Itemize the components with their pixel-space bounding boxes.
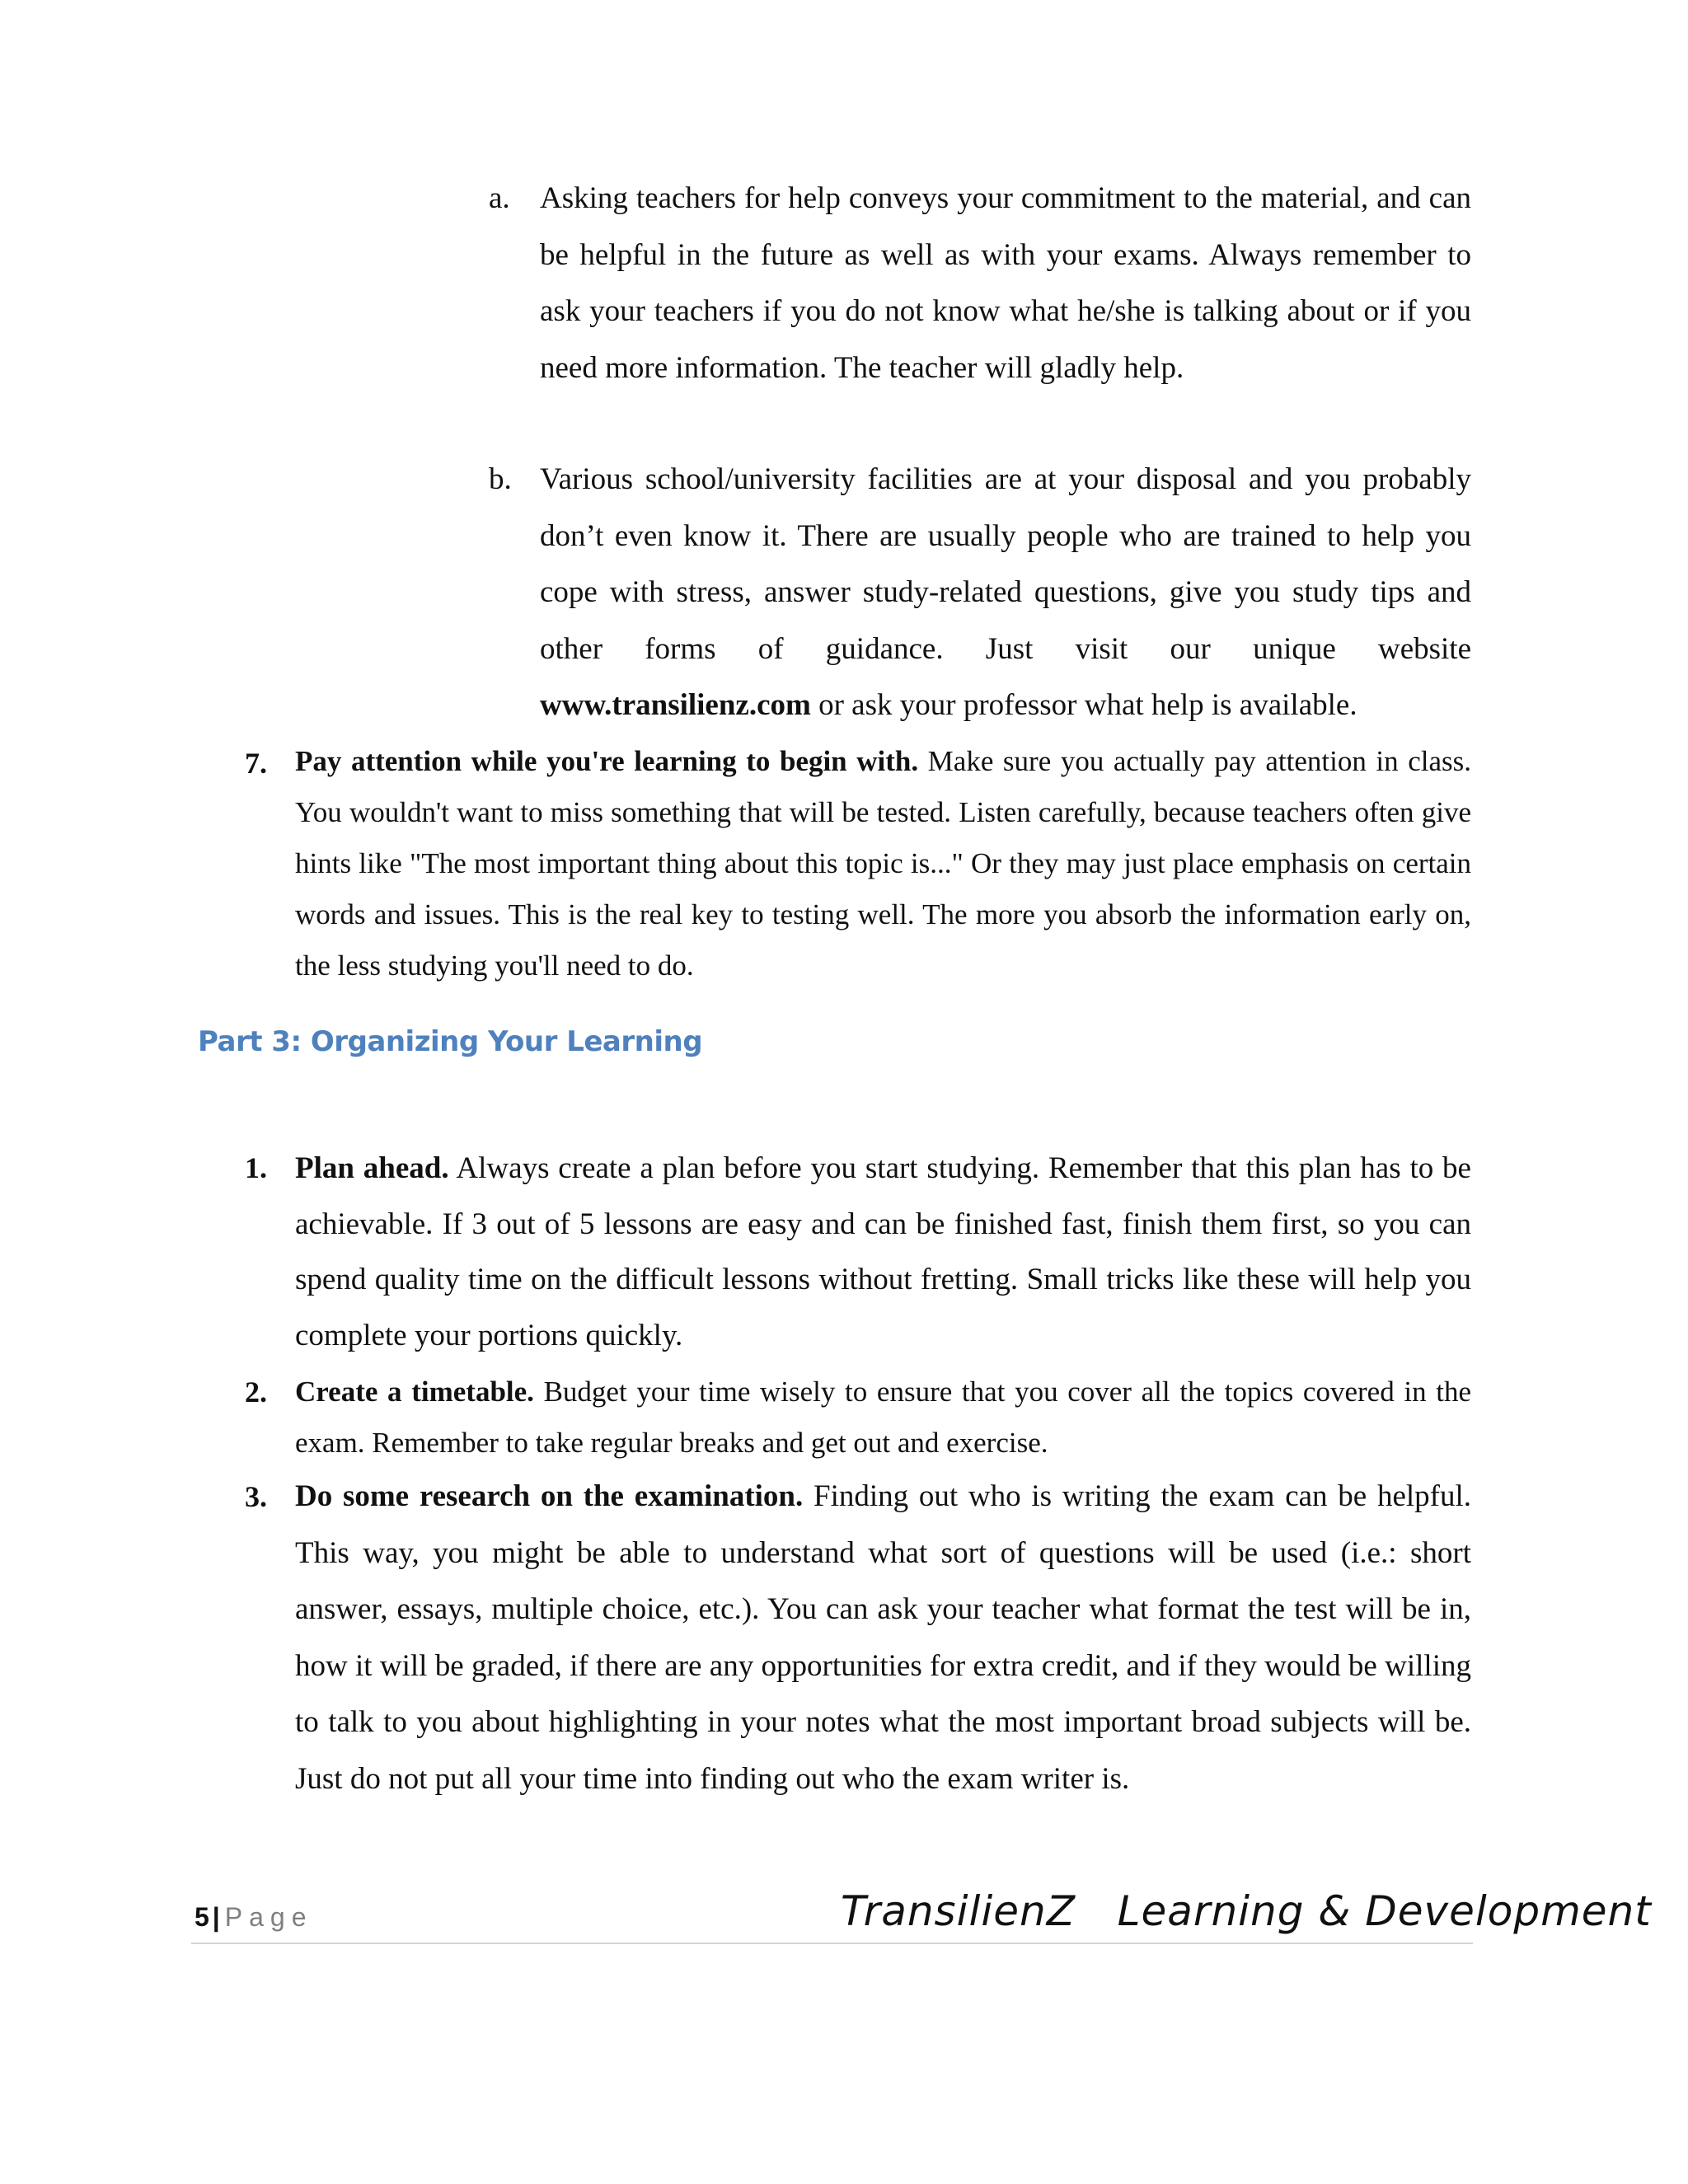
page-word: Page (224, 1902, 313, 1932)
item-2-text: Budget your time wisely to ensure that you cover all the topics covered in the exam. Remember to take regular breaks and get out and exercise. (295, 1376, 1471, 1459)
item-3-marker: 3. (245, 1480, 267, 1513)
item-2-paragraph (295, 1366, 1471, 1469)
footer-page-number (195, 1902, 312, 1933)
section-heading: Part 3: Organizing Your Learning (198, 1025, 703, 1058)
item-1-marker: 1. (245, 1151, 267, 1184)
sub-item-b-text (540, 452, 1471, 734)
sub-item-b-marker: b. (489, 462, 512, 496)
item-7-marker: 7. (245, 747, 267, 780)
item-7-paragraph (295, 736, 1471, 991)
sub-item-b-text-before: Various school/university facilities are at your disposal and you probably don’t even know it. There are usually people who are trained to help you cope with stress, answer study-related questions, give you study tips and other forms of guidance. Just visit our unique website (540, 462, 1471, 666)
sub-item-b-text-after: or ask your professor what help is available. (810, 688, 1357, 722)
page-number: 5 (195, 1902, 209, 1932)
sub-item-a-marker: a. (489, 181, 510, 215)
footer-brand: TransilienZ Learning & Development (841, 1887, 1652, 1935)
footer-divider (191, 1943, 1473, 1944)
item-3-lead: Do some research on the examination. (295, 1479, 804, 1513)
item-1-lead: Plan ahead. (295, 1151, 449, 1185)
sub-item-a-text: Asking teachers for help conveys your commitment to the material, and can be helpful in the future as well as with your exams. Always remember to ask your teachers if you do not know what he/she is talking about or if you need more information. The teacher will gladly help. (540, 181, 1471, 385)
page-separator: | (212, 1902, 220, 1932)
item-1-paragraph (295, 1141, 1471, 1363)
item-2-marker: 2. (245, 1376, 267, 1408)
item-7-lead: Pay attention while you're learning to begin with. (295, 745, 919, 777)
item-2-lead: Create a timetable. (295, 1376, 534, 1408)
item-1-text: Always create a plan before you start studying. Remember that this plan has to be achievable. If 3 out of 5 lessons are easy and can be finished fast, finish them first, so you can spend quality time on the difficult lessons without fretting. Small tricks like these will help you complete your portions quickly. (295, 1151, 1471, 1352)
website-link[interactable]: www.transilienz.com (540, 688, 811, 722)
item-3-text: Finding out who is writing the exam can be helpful. This way, you might be able to understand what sort of questions will be used (i.e.: short answer, essays, multiple choice, etc.). You can ask your teacher what format the test will be in, how it will be graded, if there are any opportunities for extra credit, and if they would be willing to talk to you about highlighting in your notes what the most important broad subjects will be. Just do not put all your time into finding out who the exam writer is. (295, 1479, 1472, 1796)
item-3-paragraph (295, 1469, 1471, 1807)
item-7-text: Make sure you actually pay attention in class. You wouldn't want to miss something that will be tested. Listen carefully, because teachers often give hints like "The most important thing about this topic is..." Or they may just place emphasis on certain words and issues. This is the real key to testing well. The more you absorb the information early on, the less studying you'll need to do. (295, 745, 1471, 982)
